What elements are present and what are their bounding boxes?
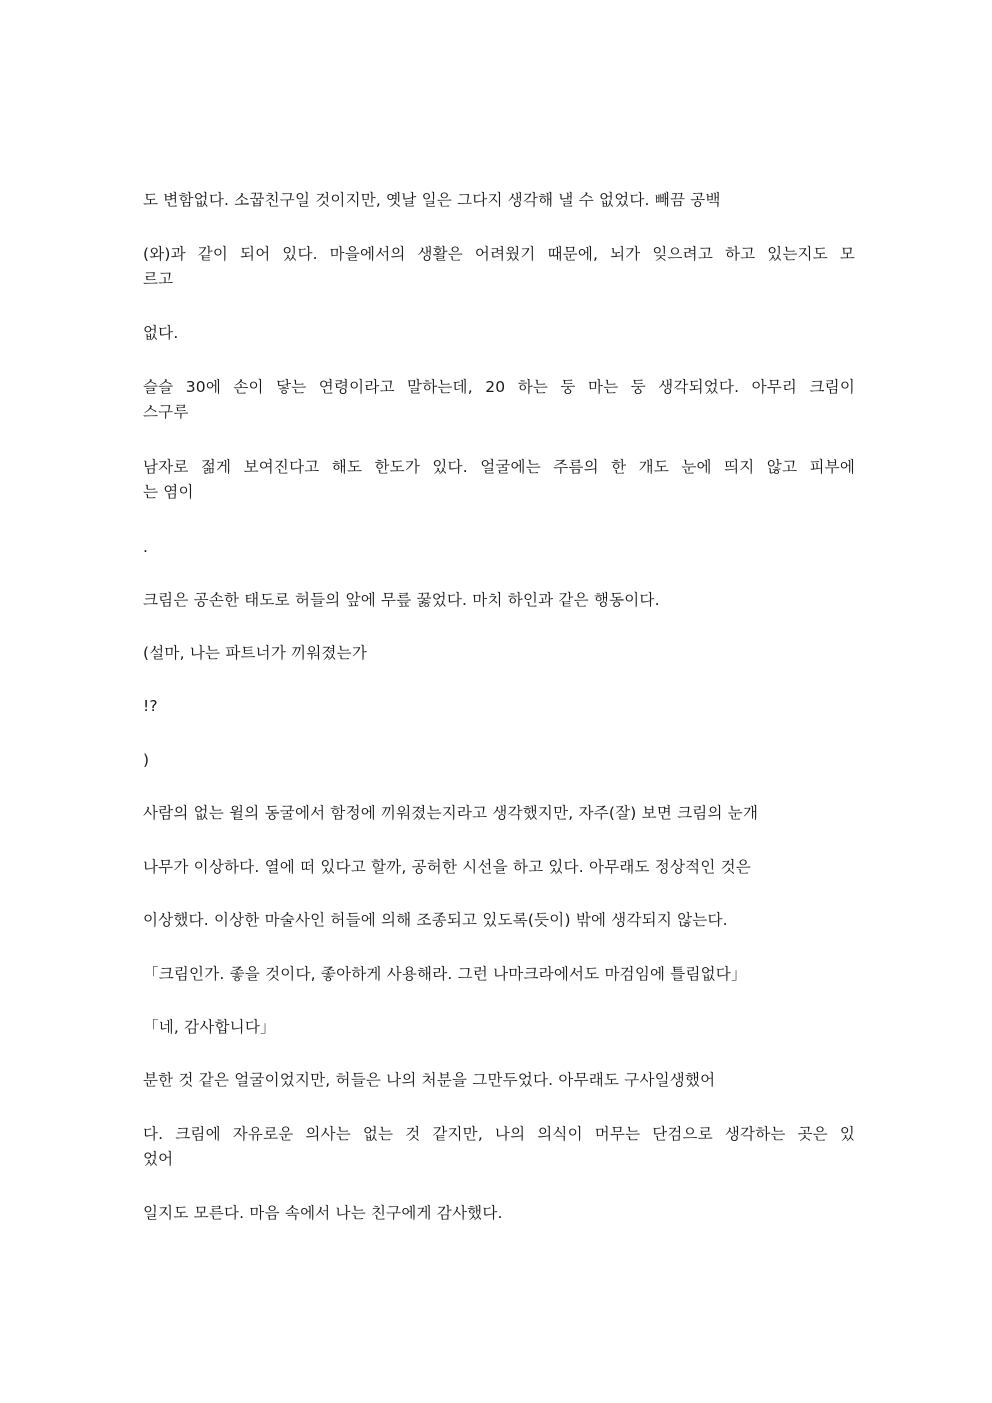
paragraph-line: 「네, 감사합니다」 [143,1018,276,1036]
paragraph-line: 남자로 젊게 보여진다고 해도 한도가 있다. 얼굴에는 주름의 한 개도 눈에 띄지 않고 피부에 [143,458,855,476]
paragraph-line: 다. 크림에 자유로운 의사는 없는 것 같지만, 나의 의식이 머무는 단검으로 생각하는 곳은 있 [143,1125,855,1143]
paragraph-4 [143,375,855,425]
paragraph-line: . [143,538,149,556]
paragraph-16 [143,1068,855,1093]
paragraph-13 [143,908,855,933]
paragraph-line: 도 변함없다. 소꿉친구일 것이지만, 옛날 일은 그다지 생각해 낼 수 없었다. 빼끔 공백 [143,191,721,209]
paragraph-18 [143,1201,855,1226]
paragraph-6 [143,535,855,560]
paragraph-line: 는 염이 [143,483,194,501]
paragraph-line: 스구루 [143,403,189,421]
paragraph-15 [143,1015,855,1040]
paragraph-line: 분한 것 같은 얼굴이었지만, 허들은 나의 처분을 그만두었다. 아무래도 구사일생했어 [143,1071,716,1089]
paragraph-line: 이상했다. 이상한 마술사인 허들에 의해 조종되고 있도록(듯이) 밖에 생각되지 않는다. [143,911,728,929]
paragraph-line: 일지도 모른다. 마음 속에서 나는 친구에게 감사했다. [143,1204,503,1222]
paragraph-line: 사람의 없는 윌의 동굴에서 함정에 끼워졌는지라고 생각했지만, 자주(잘) 보면 크림의 눈개 [143,804,759,822]
paragraph-line: ) [143,751,150,769]
paragraph-7 [143,588,855,613]
paragraph-5 [143,455,855,505]
paragraph-9 [143,694,855,719]
paragraph-line: !? [143,697,158,715]
paragraph-line: (설마, 나는 파트너가 끼워졌는가 [143,644,368,662]
paragraph-3 [143,321,855,346]
paragraph-line: 슬슬 30에 손이 닿는 연령이라고 말하는데, 20 하는 둥 마는 둥 생각되었다. 아무리 크림이 [143,378,855,396]
paragraph-10 [143,748,855,773]
paragraph-line: 없다. [143,324,179,342]
paragraph-line: 나무가 이상하다. 열에 떠 있다고 할까, 공허한 시선을 하고 있다. 아무래도 정상적인 것은 [143,858,751,876]
paragraph-1 [143,188,855,213]
paragraph-11 [143,801,855,826]
paragraph-line: (와)과 같이 되어 있다. 마을에서의 생활은 어려웠기 때문에, 뇌가 잊으려고 하고 있는지도 모 [143,245,855,263]
paragraph-14 [143,962,855,987]
paragraph-line: 크림은 공손한 태도로 허들의 앞에 무릎 꿇었다. 마치 하인과 같은 행동이다. [143,591,660,609]
paragraph-12 [143,855,855,880]
paragraph-8 [143,641,855,666]
paragraph-17 [143,1122,855,1172]
paragraph-2 [143,242,855,292]
paragraph-line: 르고 [143,270,174,288]
paragraph-line: 「크림인가. 좋을 것이다, 좋아하게 사용해라. 그런 나마크라에서도 마검임에 틀림없다」 [143,965,747,983]
paragraph-line: 었어 [143,1150,174,1168]
